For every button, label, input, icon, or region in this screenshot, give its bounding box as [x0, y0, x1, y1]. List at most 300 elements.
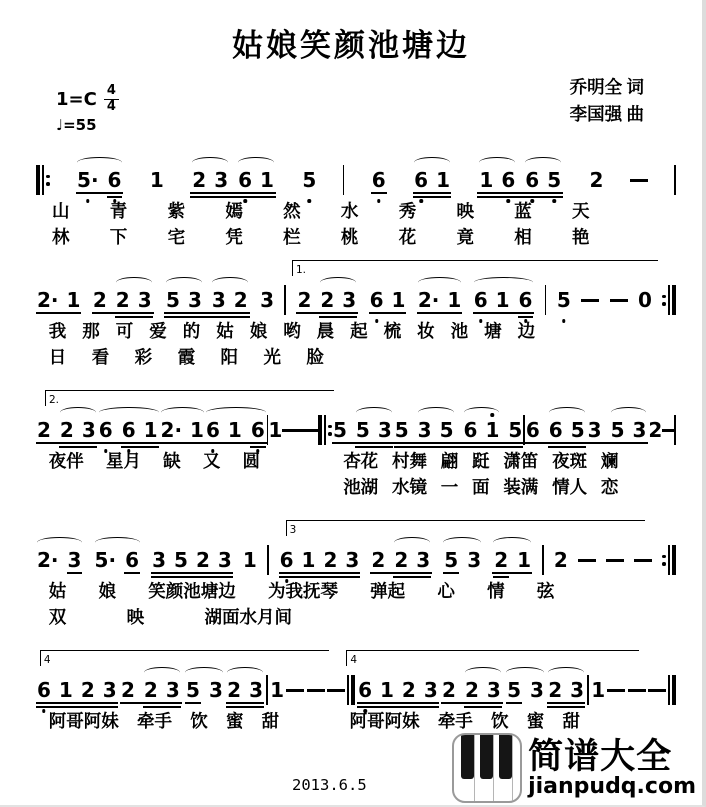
note: 1 — [58, 678, 73, 702]
note-group — [190, 170, 276, 190]
note-group — [464, 680, 502, 700]
lyric: 牵手 — [437, 711, 473, 731]
note: 2 — [120, 678, 135, 702]
lyric: 夜伴 — [48, 451, 84, 471]
slur-arc — [238, 157, 274, 168]
slur-arc — [493, 537, 531, 548]
lyric: 水 — [340, 201, 359, 221]
lyricist-credit: 乔明全 词 — [569, 77, 644, 97]
note: 3 — [632, 418, 647, 442]
lyric: 边 — [517, 321, 536, 341]
note: 6 — [358, 680, 372, 700]
lyric: 饮 — [491, 711, 509, 731]
lyric-line — [36, 708, 676, 732]
lyric: 嫣 — [225, 201, 243, 221]
note: 1 — [143, 418, 158, 442]
note-group — [211, 290, 249, 310]
duration-dash — [607, 689, 625, 692]
note-group — [115, 290, 153, 310]
notation-line — [36, 166, 676, 190]
note-group — [477, 170, 563, 190]
lyric: 映 — [456, 201, 474, 221]
lyric: 映 — [126, 607, 145, 627]
note-group — [524, 170, 562, 190]
barline-rb — [318, 415, 332, 445]
slur-arc — [77, 157, 122, 168]
note-group — [124, 550, 140, 570]
repeat-dots — [46, 175, 50, 186]
note-group — [36, 290, 81, 310]
lyric: 凭 — [225, 227, 243, 247]
note: 2· — [37, 288, 59, 312]
lyric: 娘 — [98, 581, 117, 601]
lyric-segment — [49, 318, 535, 343]
slur-arc — [192, 157, 228, 168]
repeat-dots — [662, 555, 666, 566]
lyric: 可 — [115, 321, 134, 341]
volta-bracket — [40, 650, 329, 666]
note: 6 — [414, 170, 428, 190]
duration-dash — [578, 559, 596, 562]
note-group — [473, 290, 535, 310]
lyric-line — [36, 198, 676, 222]
notation-line — [36, 286, 676, 310]
note: 5 — [547, 170, 561, 190]
note: 1 — [391, 288, 406, 312]
notation-line — [36, 676, 676, 700]
note-group — [250, 420, 266, 440]
note-group — [610, 420, 648, 440]
slur-arc — [206, 407, 266, 418]
note: 2 — [192, 168, 207, 192]
lyric-segment — [49, 448, 260, 473]
note: 5 — [570, 418, 585, 442]
barline-s — [674, 415, 676, 445]
note: 1 — [242, 548, 257, 572]
note-group — [478, 170, 516, 190]
note: 3 — [165, 678, 180, 702]
barline-s — [267, 545, 269, 575]
barline-s — [343, 165, 345, 195]
meter-denominator: 4 — [106, 98, 116, 114]
note-group — [94, 550, 141, 570]
note: 2 — [233, 288, 248, 312]
note: 1 — [447, 288, 462, 312]
lyric: 跹 — [472, 451, 490, 471]
slur-arc — [414, 157, 450, 168]
lyric: 缺 — [163, 451, 181, 471]
note-group — [143, 680, 181, 700]
note: 2 — [323, 548, 338, 572]
note-group — [493, 550, 509, 570]
note-group — [369, 290, 407, 310]
note: 3 — [137, 288, 152, 312]
music-system — [36, 520, 676, 638]
barline-s — [284, 285, 286, 315]
note: 6 — [474, 290, 488, 310]
note: 6 — [525, 418, 540, 442]
note: 6 — [122, 420, 136, 440]
note: 3 — [102, 678, 117, 702]
lyric: 湖面水月间 — [204, 607, 292, 627]
lyric-line — [36, 474, 676, 498]
lyric: 恋 — [600, 477, 619, 497]
lyric: 彩 — [134, 347, 153, 367]
note: 2· — [37, 548, 59, 572]
note-group — [67, 550, 83, 570]
note: 3 — [587, 418, 602, 442]
logo-text — [528, 736, 696, 799]
note-group — [370, 550, 432, 570]
lyric: 牵手 — [137, 711, 173, 731]
note: 2· — [160, 418, 183, 442]
note: 1 — [227, 418, 242, 442]
note: 1 — [301, 548, 316, 572]
note: 5 — [186, 678, 200, 702]
lyric: 相 — [514, 227, 532, 247]
music-system — [36, 140, 676, 258]
repeat-dots — [662, 295, 666, 306]
lyric: 弹起 — [370, 581, 406, 601]
note-group — [107, 170, 123, 190]
note: 6 — [99, 420, 113, 440]
note: 5 — [557, 290, 571, 310]
slur-arc — [418, 277, 461, 288]
music-system — [36, 390, 676, 508]
note-group — [191, 170, 229, 190]
note: 5 — [174, 548, 188, 572]
lyric: 看 — [91, 347, 110, 367]
duration-dash — [662, 429, 674, 432]
note-group — [226, 680, 264, 700]
volta-label: 3 — [289, 524, 297, 536]
volta-label: 4 — [43, 654, 51, 666]
note: 1 — [379, 678, 394, 702]
note: 6 — [372, 170, 386, 190]
note-group — [319, 290, 357, 310]
note: 3 — [217, 548, 232, 572]
slur-arc — [394, 537, 430, 548]
note-group — [547, 680, 585, 700]
duration-dash — [610, 299, 628, 302]
note: 2 — [227, 678, 242, 702]
lyric: 那 — [82, 321, 100, 341]
barline-fin — [347, 675, 355, 705]
note: 3 — [570, 678, 585, 702]
lyric-segment — [49, 578, 555, 603]
lyric: 然 — [283, 201, 301, 221]
note-group — [279, 550, 361, 570]
lyric: 的 — [182, 321, 201, 341]
lyric: 斓 — [600, 451, 619, 471]
song-title: 姑娘笑颜池塘边 — [232, 28, 470, 63]
note: 1 — [268, 418, 283, 442]
barline-re — [662, 545, 676, 575]
lyric: 杏花 — [343, 451, 379, 471]
note-group — [36, 550, 83, 570]
logo-site-domain: jianpudq.com — [528, 773, 696, 799]
note: 5 — [444, 548, 459, 572]
note: 2 — [648, 418, 663, 442]
notation-line — [36, 546, 676, 570]
barline-re — [662, 285, 676, 315]
lyric: 姑 — [48, 581, 67, 601]
note-group — [463, 420, 501, 440]
lyric: 甜 — [261, 711, 280, 731]
slur-arc — [443, 537, 481, 548]
lyric: 蓝 — [514, 201, 532, 221]
note: 1 — [479, 168, 494, 192]
lyric-segment — [49, 604, 292, 629]
lyric-line — [36, 448, 676, 472]
note: 2 — [320, 288, 335, 312]
lyric: 甜 — [562, 711, 580, 731]
note-group — [518, 290, 534, 310]
note: 3 — [345, 548, 360, 572]
note-group — [120, 680, 182, 700]
lyric: 蜜 — [526, 711, 545, 731]
note-group — [237, 170, 275, 190]
note-group — [548, 420, 586, 440]
note: 0 — [638, 288, 652, 312]
lyric: 晨 — [316, 321, 335, 341]
slur-arc — [116, 277, 152, 288]
note-group — [165, 290, 203, 310]
note-group — [443, 550, 459, 570]
note: 5 — [166, 288, 180, 312]
note-group — [442, 550, 482, 570]
lyric: 一 — [440, 477, 459, 497]
slur-arc — [60, 407, 96, 418]
lyric: 山 — [52, 201, 70, 221]
lyric: 爱 — [149, 321, 167, 341]
slur-arc — [549, 407, 585, 418]
lyric: 为我抚琴 — [267, 581, 338, 601]
slur-arc — [611, 407, 647, 418]
lyric: 栏 — [283, 227, 301, 247]
note-group — [417, 290, 462, 310]
lyric-segment — [52, 198, 590, 223]
lyric: 脸 — [306, 347, 324, 367]
lyric: 阳 — [220, 347, 239, 367]
lyric: 青 — [109, 201, 128, 221]
slur-arc — [166, 277, 202, 288]
note: 6 — [37, 680, 51, 700]
lyric-line — [36, 604, 676, 628]
duration-dash — [648, 689, 666, 692]
note: 1 — [591, 678, 606, 702]
note-group — [394, 420, 524, 440]
volta-label: 4 — [350, 654, 358, 666]
slur-arc — [161, 407, 204, 418]
duration-dash — [628, 689, 646, 692]
note: 2 — [394, 548, 409, 572]
lyric: 林 — [52, 227, 70, 247]
note-group — [36, 420, 98, 440]
slur-arc — [356, 407, 392, 418]
slur-arc — [227, 667, 263, 678]
meter-numerator: 4 — [104, 84, 119, 100]
note: 2 — [553, 548, 568, 572]
note: 2 — [59, 418, 74, 442]
note: 1 — [66, 288, 81, 312]
lyric-segment — [343, 448, 618, 473]
note-group — [417, 420, 455, 440]
lyric-segment — [343, 474, 618, 499]
lyric-segment — [49, 708, 279, 733]
slur-arc — [506, 667, 544, 678]
note: 3 — [214, 168, 229, 192]
note-group — [296, 290, 358, 310]
note: 6 — [125, 548, 139, 572]
lyric: 竟 — [456, 227, 474, 247]
volta-bracket — [45, 390, 334, 406]
note-group — [36, 680, 118, 700]
lyric: 圆 — [242, 451, 260, 471]
note: 6 — [280, 550, 294, 570]
lyric: 天 — [572, 201, 590, 221]
volta-bracket — [292, 260, 658, 276]
note: 3 — [342, 288, 357, 312]
lyric: 面 — [472, 477, 490, 497]
note: 3 — [187, 288, 202, 312]
lyric: 阿哥阿妹 — [48, 711, 119, 731]
lyric: 花 — [398, 227, 417, 247]
note: 6 — [501, 170, 515, 190]
note: 6 — [525, 170, 539, 190]
slur-arc — [144, 667, 180, 678]
lyric: 紫 — [167, 201, 186, 221]
slur-arc — [465, 667, 501, 678]
note: 1 — [190, 418, 204, 442]
note: 2 — [195, 548, 210, 572]
note: 5 — [394, 418, 409, 442]
note: 3 — [423, 678, 438, 702]
music-system — [36, 260, 676, 378]
note: 2 — [589, 168, 604, 192]
notation-line — [36, 416, 676, 440]
note-group — [151, 550, 233, 570]
note: 1 — [149, 168, 164, 192]
slur-arc — [212, 277, 248, 288]
note: 3 — [467, 548, 482, 572]
slur-arc — [548, 667, 584, 678]
note-group — [587, 420, 649, 440]
key-label: 1=C — [56, 88, 97, 110]
note: 2 — [92, 288, 107, 312]
lyric: 心 — [437, 581, 455, 601]
lyric: 下 — [109, 227, 128, 247]
note: 3 — [417, 418, 432, 442]
lyric: 姑 — [216, 321, 234, 341]
lyric: 星月 — [105, 451, 141, 471]
lyric: 水镜 — [391, 477, 427, 497]
note: 5· — [94, 548, 117, 572]
slur-arc — [320, 277, 356, 288]
lyric: 梳 — [383, 321, 402, 341]
tempo-marking: ♩=55 — [56, 116, 97, 134]
lyric: 池 — [450, 321, 469, 341]
slur-arc — [525, 157, 561, 168]
note-group — [393, 550, 431, 570]
lyric: 妆 — [417, 321, 435, 341]
slur-arc — [185, 667, 223, 678]
lyric: 蜜 — [225, 711, 244, 731]
lyric: 霞 — [177, 347, 196, 367]
duration-dash — [581, 299, 599, 302]
volta-bracket — [346, 650, 638, 666]
note-group — [164, 290, 250, 310]
slur-arc — [95, 537, 140, 548]
duration-dash — [294, 429, 306, 432]
note-group — [92, 290, 154, 310]
barline-s — [266, 675, 268, 705]
lyric: 桃 — [340, 227, 359, 247]
note: 2 — [143, 678, 158, 702]
note-group — [492, 550, 532, 570]
note-group — [355, 420, 393, 440]
duration-dash — [606, 559, 624, 562]
note: 2 — [464, 678, 479, 702]
note: 2 — [115, 288, 130, 312]
note-group — [185, 680, 201, 700]
lyric-segment — [52, 224, 590, 249]
note: 3 — [416, 548, 431, 572]
note: 3 — [152, 548, 167, 572]
lyric: 笑颜池塘边 — [148, 581, 236, 601]
barline-s — [587, 675, 589, 705]
date: 2013.6.5 — [292, 776, 367, 794]
note: 2 — [37, 418, 51, 442]
lyric: 情人 — [552, 477, 588, 497]
lyric: 我 — [48, 321, 67, 341]
lyric-line — [36, 224, 676, 248]
note: 5 — [439, 418, 454, 442]
lyric-segment — [350, 708, 580, 733]
lyric: 饮 — [190, 711, 208, 731]
note-group — [371, 170, 387, 190]
composer-credit: 李国强 曲 — [569, 104, 644, 125]
barline-s — [674, 165, 676, 195]
note-group — [160, 420, 205, 440]
note-group — [525, 420, 587, 440]
note: 6 — [108, 170, 122, 190]
volta-label: 2. — [48, 394, 59, 406]
note: 3 — [530, 678, 544, 702]
duration-dash — [630, 179, 648, 182]
slur-arc — [37, 537, 82, 548]
note: 6 — [548, 418, 563, 442]
duration-dash — [286, 689, 304, 692]
volta-bracket — [286, 520, 645, 536]
lyric: 潇笛 — [503, 451, 539, 471]
note: 5 — [507, 678, 521, 702]
lyric: 翩 — [440, 451, 459, 471]
jianpudq-logo — [452, 733, 696, 803]
note: 3 — [249, 678, 263, 702]
lyric: 阿哥阿妹 — [349, 711, 420, 731]
note: 2· — [417, 288, 440, 312]
note: 2 — [442, 678, 456, 702]
lyric-line — [36, 344, 676, 368]
note: 5 — [302, 170, 316, 190]
note: 1 — [517, 548, 532, 572]
note: 3 — [211, 288, 226, 312]
note-group — [184, 680, 224, 700]
lyric: 秀 — [398, 201, 417, 221]
note: 3 — [260, 288, 275, 312]
lyric: 夜斑 — [552, 451, 588, 471]
